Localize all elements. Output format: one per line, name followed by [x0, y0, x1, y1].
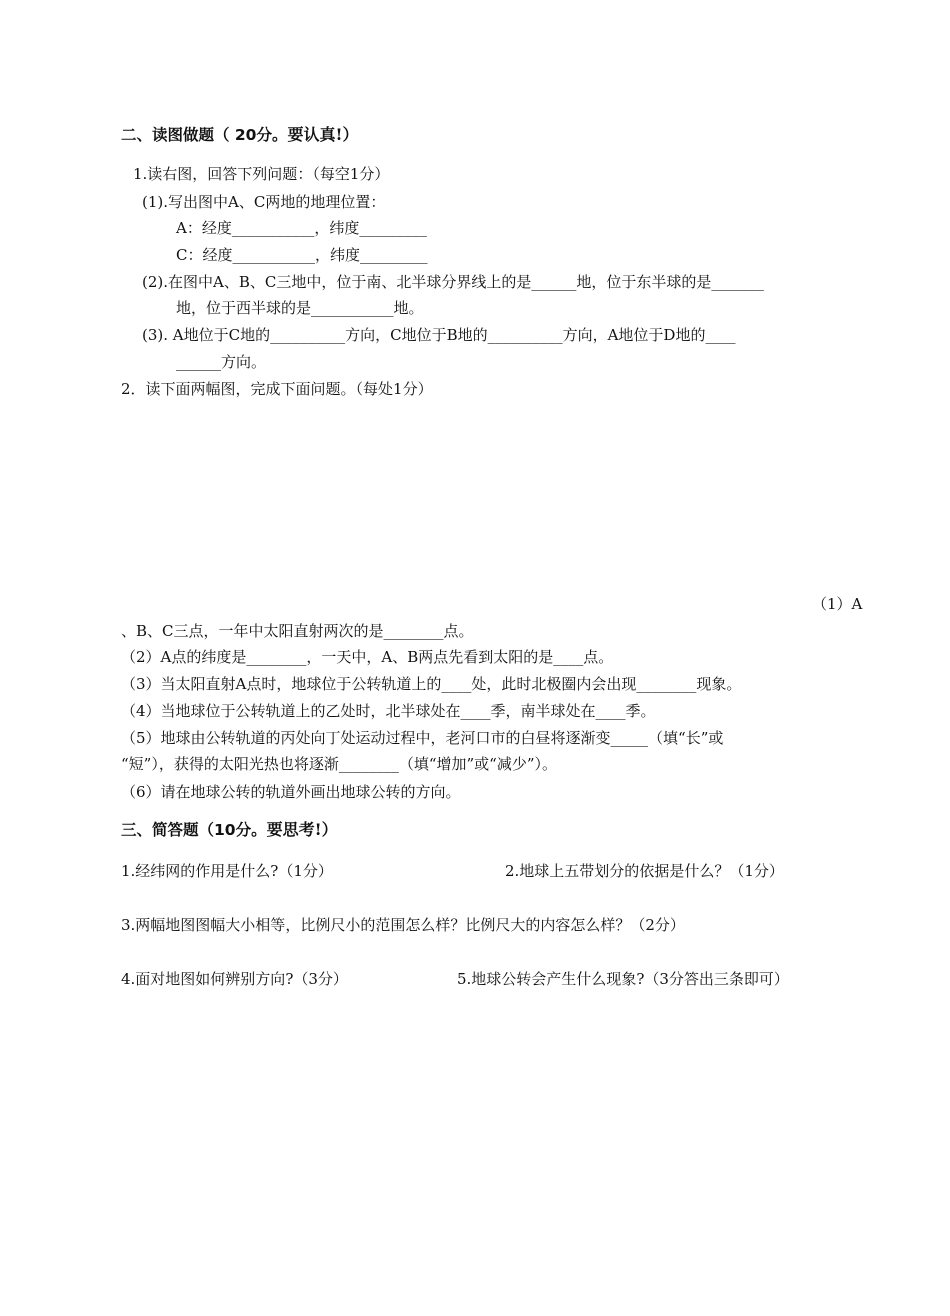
section-3-heading-text: 三、简答题（10分。: [121, 821, 267, 839]
q1-part2-line1: (2).在图中A、B、C三地中，位于南、北半球分界线上的是______地，位于东半球的是_______: [142, 273, 764, 291]
q2-part3: （3）当太阳直射A点时，地球位于公转轨道上的____处，此时北极圈内会出现________现象。: [121, 675, 742, 693]
q2-part2: （2）A点的纬度是________，一天中，A、B两点先看到太阳的是____点。: [121, 648, 614, 666]
q2-part1-tail: 、B、C三点，一年中太阳直射两次的是________点。: [121, 622, 474, 640]
section-3-heading-emphasis: 要思考!）: [266, 820, 338, 839]
q2-part4: （4）当地球位于公转轨道上的乙处时，北半球处在____季，南半球处在____季。: [121, 702, 656, 720]
s3-q4: 4.面对地图如何辨别方向?（3分）: [121, 970, 348, 988]
section-2-heading-emphasis: 要认真!）: [287, 125, 359, 144]
q1-title: 1.读右图，回答下列问题：（每空1分）: [133, 165, 390, 183]
q2-part5-line2: “短”），获得的太阳光热也将逐渐________（填“增加”或“减少”）。: [121, 755, 558, 773]
s3-q3: 3.两幅地图图幅大小相等，比例尺小的范围怎么样？比例尺大的内容怎么样？（2分）: [121, 916, 685, 934]
section-2-heading-text: 二、读图做题（ 20分。: [121, 126, 288, 144]
s3-q1: 1.经纬网的作用是什么?（1分）: [121, 862, 333, 880]
s3-q5: 5.地球公转会产生什么现象?（3分答出三条即可）: [457, 970, 789, 988]
q1-part1-c: C：经度___________，纬度_________: [176, 246, 428, 264]
s3-q2: 2.地球上五带划分的依据是什么？（1分）: [505, 862, 784, 880]
q1-part2-line2: 地，位于西半球的是___________地。: [176, 299, 424, 317]
q2-part5-line1: （5）地球由公转轨道的丙处向丁处运动过程中，老河口市的白昼将逐渐变_____（填“长”或: [121, 729, 724, 747]
q2-title: 2．读下面两幅图，完成下面问题。（每处1分）: [121, 380, 433, 398]
section-3-heading: [121, 819, 338, 841]
q1-part3-line2: ______方向。: [176, 353, 267, 371]
section-2-heading: [121, 124, 359, 146]
q2-part1-head: （1）A: [812, 595, 863, 613]
q2-part6: （6）请在地球公转的轨道外画出地球公转的方向。: [121, 783, 461, 801]
q1-part1: (1).写出图中A、C两地的地理位置：: [142, 193, 386, 211]
q1-part1-a: A：经度___________，纬度_________: [176, 219, 427, 237]
q1-part3-line1: (3). A地位于C地的__________方向，C地位于B地的__________方向，A地位于D地的____: [142, 326, 736, 344]
